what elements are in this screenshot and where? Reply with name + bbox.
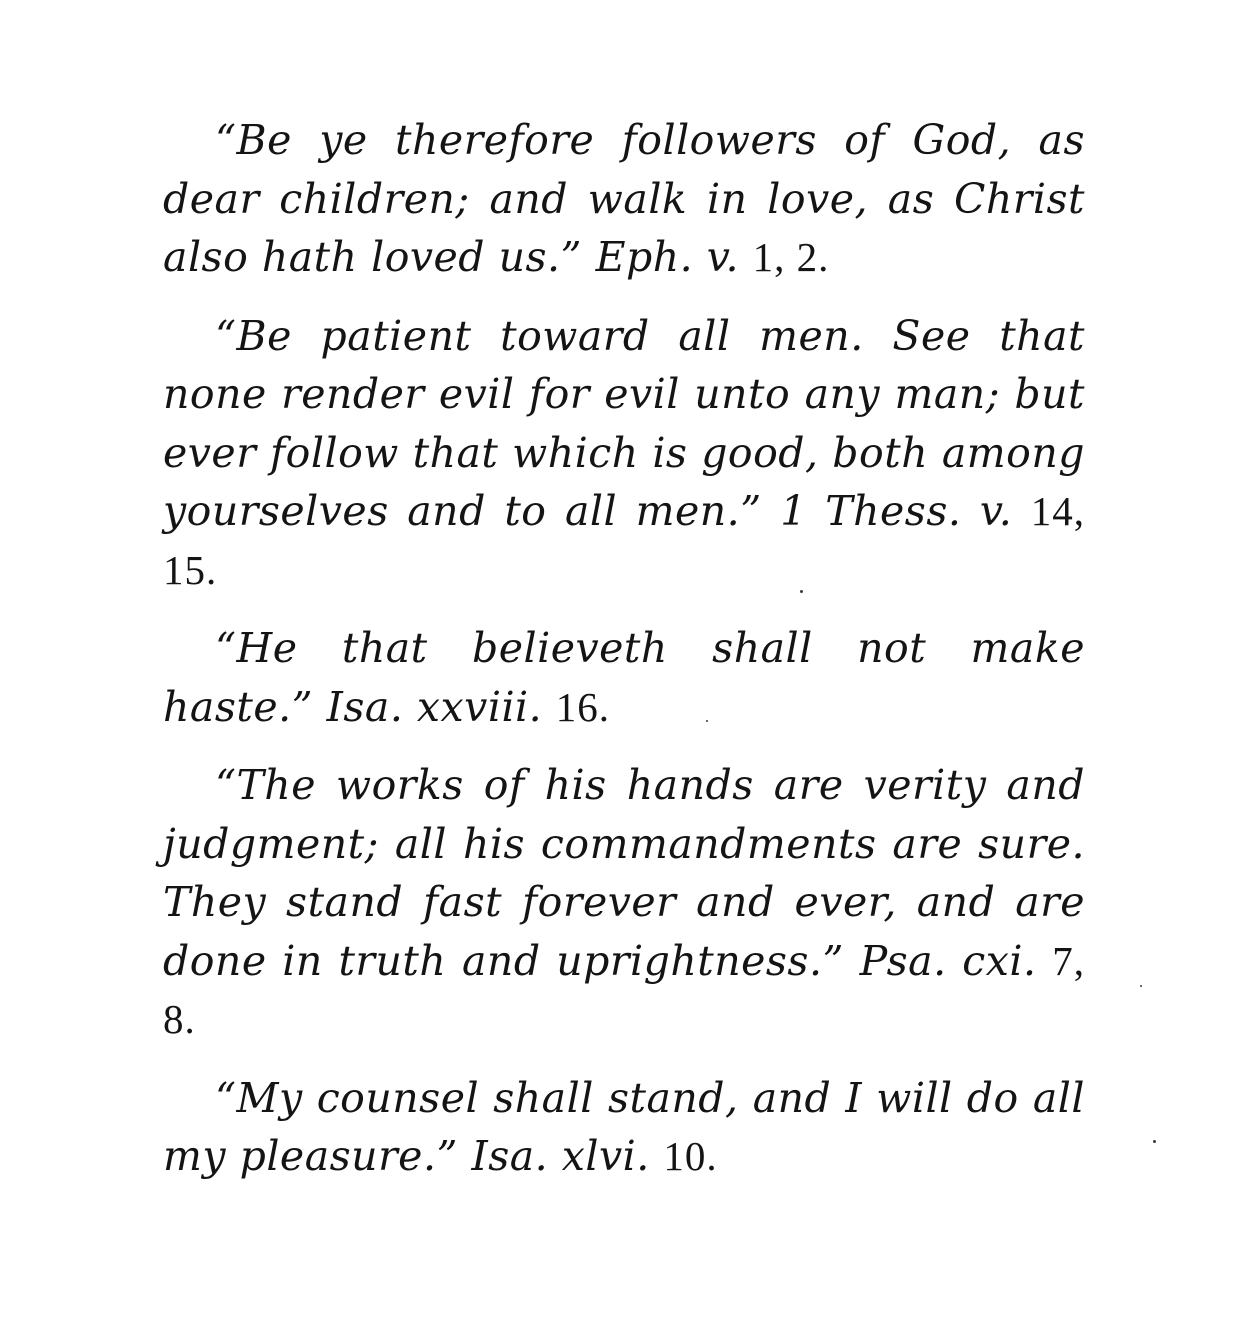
passage-reference-book: 1 Thess. v. — [780, 487, 1013, 535]
passage-5 — [163, 1069, 1085, 1186]
passage-quote: “The works of his hands are verity and judgment; all his commandments are sure. They stand fast forever and ever, and are done in truth and uprightness.” — [163, 761, 1085, 985]
passage-reference-book: Psa. cxi. — [859, 936, 1037, 985]
passage-reference-verses: 1, 2. — [752, 234, 830, 280]
passage-reference-verses: 16. — [555, 683, 610, 730]
passage-1 — [163, 111, 1085, 287]
passage-3 — [163, 619, 1085, 736]
ink-speck — [800, 590, 803, 593]
passage-reference-verses: 14, 15. — [163, 488, 1085, 593]
passage-4 — [163, 756, 1085, 1049]
ink-speck — [1153, 1140, 1156, 1143]
passage-2 — [163, 307, 1085, 600]
passage-quote: “He that believeth shall not make haste.” — [163, 624, 1085, 731]
ink-speck — [1140, 985, 1142, 987]
passage-reference-book: Isa. xxviii. — [326, 682, 543, 731]
scripture-text-block — [163, 111, 1085, 1186]
passage-reference-verses: 7, 8. — [163, 937, 1085, 1042]
passage-quote: “My counsel shall stand, and I will do all my pleasure.” — [163, 1073, 1085, 1180]
passage-reference-book: Eph. v. — [595, 233, 740, 281]
passage-reference-verses: 10. — [663, 1133, 718, 1179]
passage-quote: “Be ye therefore followers of God, as dear children; and walk in love, as Christ also hath loved us.” — [163, 116, 1085, 281]
passage-reference-book: Isa. xlvi. — [471, 1132, 650, 1180]
passage-quote: “Be patient toward all men. See that none render evil for evil unto any man; but ever follow that which is good, both among yourselves and to all men.” — [163, 311, 1085, 535]
ink-speck — [706, 720, 708, 722]
